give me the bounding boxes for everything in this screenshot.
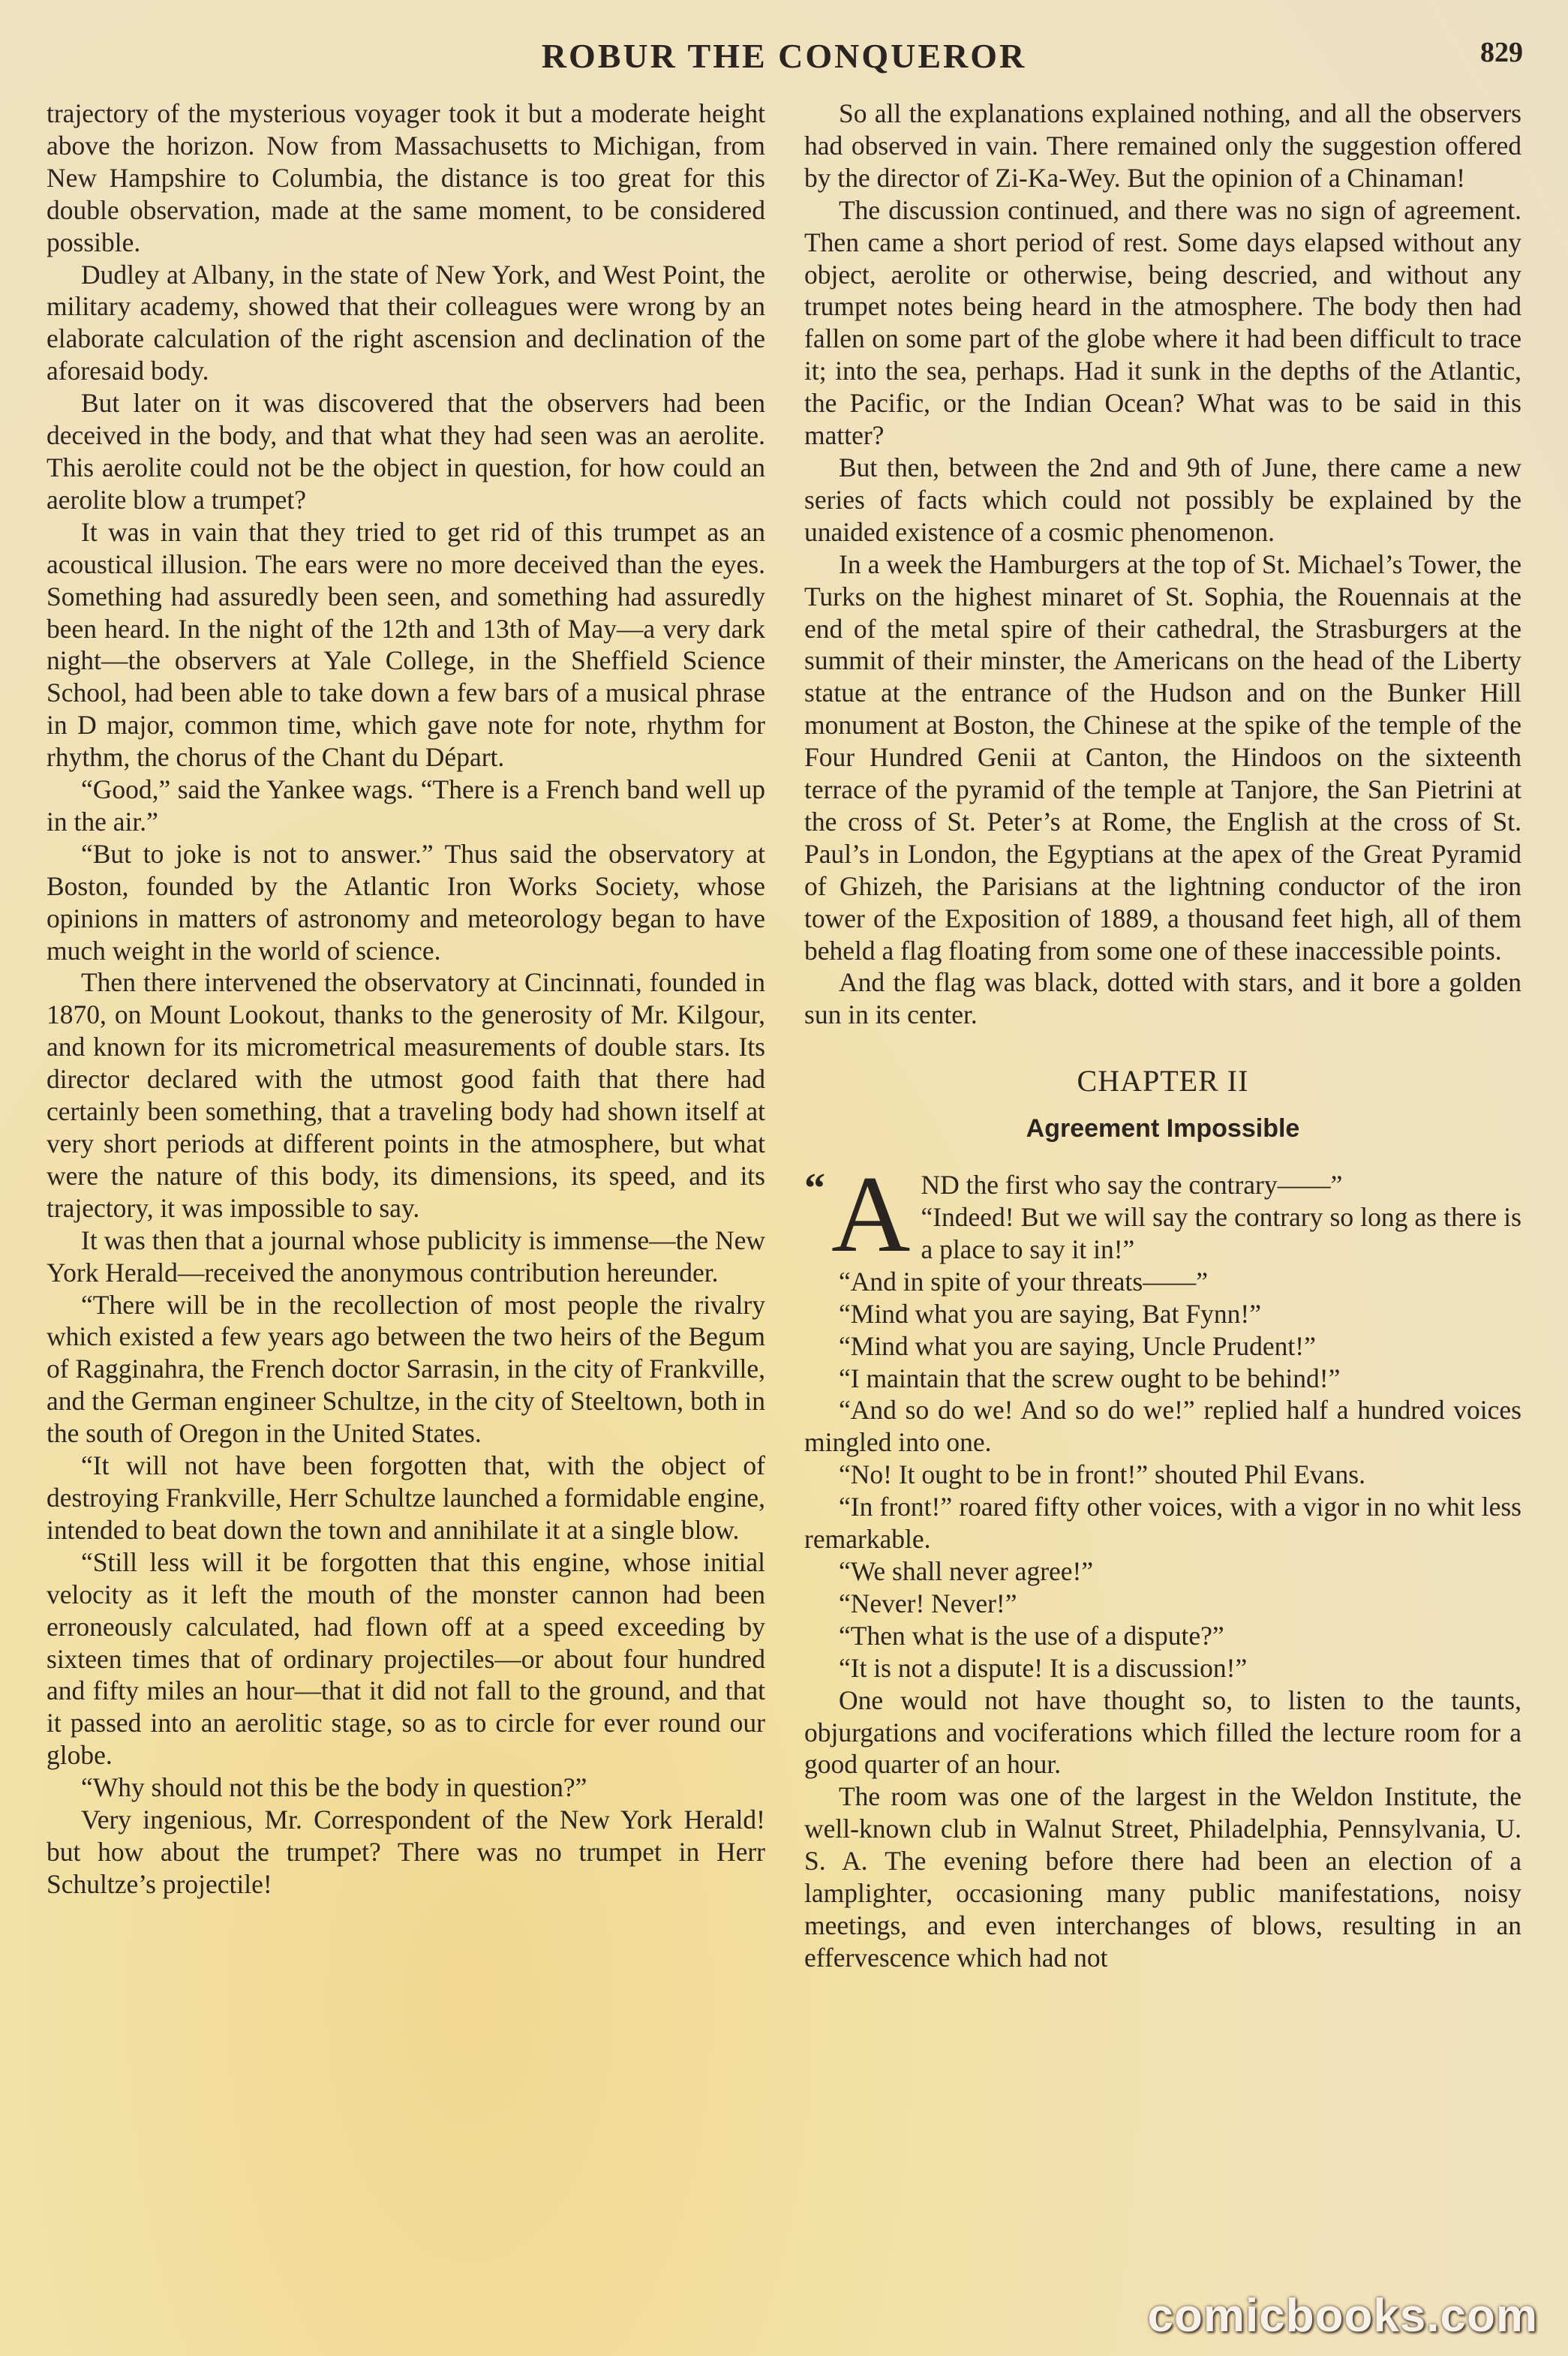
paragraph: “Why should not this be the body in question?” xyxy=(81,1772,587,1803)
paragraph: “There will be in the recollection of most people the rivalry which existed a few years ago between the two heirs of the Begum of Ragginahra, the French doctor Sarrasin, in the city of Frankville, and the German engineer Schultze, in the city of Steeltown, both in the south of Oregon in the United States. xyxy=(47,1289,765,1449)
paragraph: But later on it was discovered that the observers had been deceived in the body, and that what they had seen was an aerolite. This aerolite could not be the object in question, for how could an aerolite blow a trumpet? xyxy=(47,388,765,515)
opening-quote-mark: “ xyxy=(804,1165,825,1213)
opening-text: ND the first who say the contrary——” xyxy=(921,1170,1343,1201)
paragraph: But then, between the 2nd and 9th of June, there came a new series of facts which could not possibly be explained by the unaided existence of a cosmic phenomenon. xyxy=(804,452,1521,547)
paragraph: Very ingenious, Mr. Correspondent of the New York Herald! but how about the trumpet? There was no trumpet in Herr Schultze’s projectile! xyxy=(47,1805,765,1899)
paragraph: It was then that a journal whose publicity is immense—the New York Herald—received the anonymous contribution hereunder. xyxy=(47,1225,765,1288)
paragraph: Then there intervened the observatory at Cincinnati, founded in 1870, on Mount Lookout, thanks to the generosity of Mr. Kilgour, and known for its micrometrical measurements of double stars. Its director declared with the utmost good faith that there had certainly been something, that a traveling body had shown itself at very short periods at different points in the atmosphere, but what were the nature of this body, its dimensions, its speed, and its trajectory, it was impossible to say. xyxy=(47,967,765,1223)
paragraph: One would not have thought so, to listen to the taunts, objurgations and vociferations which filled the lecture room for a good quarter of an hour. xyxy=(804,1684,1521,1780)
site-watermark: comicbooks.com xyxy=(1147,2290,1538,2342)
paragraph: Dudley at Albany, in the state of New York, and West Point, the military academy, showed that their colleagues were wrong by an elaborate calculation of the right ascension and declination of the aforesaid body. xyxy=(47,259,765,386)
paragraph: “It will not have been forgotten that, with the object of destroying Frankville, Herr Schultze launched a formidable engine, intended to beat down the town and annihilate it at a single blow. xyxy=(47,1450,765,1545)
chapter-subtitle: Agreement Impossible xyxy=(1026,1114,1300,1143)
running-title: ROBUR THE CONQUEROR xyxy=(541,37,1027,75)
paragraph: “Still less will it be forgotten that this engine, whose initial velocity as it left the mouth of the monster cannon had been erroneously calculated, had flown off at a speed exceeding by sixteen times that of ordinary projectiles—or about four hundred and fifty miles an hour—that it did not fall to the ground, and that it passed into an aerolitic stage, so as to circle for ever round our globe. xyxy=(47,1546,765,1771)
paragraph: “And so do we! And so do we!” replied half a hundred voices mingled into one. xyxy=(804,1395,1521,1458)
paragraph: “But to joke is not to answer.” Thus said the observatory at Boston, founded by the Atlantic Iron Works Society, whose opinions in matters of astronomy and meteorology began to have much weight in the world of science. xyxy=(47,838,765,966)
paragraph: “We shall never agree!” xyxy=(839,1555,1094,1586)
paragraph: “Mind what you are saying, Uncle Prudent!” xyxy=(839,1330,1316,1361)
paragraph: “And in spite of your threats——” xyxy=(839,1266,1208,1297)
paragraph: “Never! Never!” xyxy=(839,1588,1017,1618)
paragraph: “Then what is the use of a dispute?” xyxy=(839,1620,1224,1651)
paragraph: And the flag was black, dotted with stars, and it bore a golden sun in its center. xyxy=(804,967,1521,1030)
paragraph: “In front!” roared fifty other voices, with a vigor in no whit less remarkable. xyxy=(804,1492,1521,1555)
page-header xyxy=(0,36,1568,89)
chapter-opening-paragraph xyxy=(804,1153,1521,1276)
paragraph: “It is not a dispute! It is a discussion!” xyxy=(839,1652,1248,1683)
paragraph: It was in vain that they tried to get rid of this trumpet as an acoustical illusion. The ears were no more deceived than the eyes. Something had assuredly been seen, and something had assuredly been heard. In the night of the 12th and 13th of May—a very dark night—the observers at Yale College, in the Sheffield Science School, had been able to take down a few bars of a musical phrase in D major, common time, which gave note for note, rhythm for rhythm, the chorus of the Chant du Départ. xyxy=(47,516,765,773)
chapter-title: CHAPTER II xyxy=(1077,1064,1249,1098)
left-column xyxy=(47,98,765,1901)
paragraph: trajectory of the mysterious voyager took it but a moderate height above the horizon. Now from Massachusetts to Michigan, from New Hampshire to Columbia, the distance is too great for this double observation, made at the same moment, to be considered possible. xyxy=(47,98,765,257)
page-number: 829 xyxy=(1480,37,1523,68)
opening-text-continued: “Indeed! But we will say the contrary so long as there is a place to say it in!” xyxy=(921,1202,1521,1264)
paragraph: The discussion continued, and there was no sign of agreement. Then came a short period of rest. Some days elapsed without any object, aerolite or otherwise, being descried, and without any trumpet notes being heard in the atmosphere. The body then had fallen on some part of the globe where it had been difficult to trace it; into the sea, perhaps. Had it sunk in the depths of the Atlantic, the Pacific, or the Indian Ocean? What was to be said in this matter? xyxy=(804,194,1521,451)
paragraph: “Good,” said the Yankee wags. “There is a French band well up in the air.” xyxy=(47,774,765,837)
right-column xyxy=(804,98,1521,1974)
paragraph: “No! It ought to be in front!” shouted Phil Evans. xyxy=(839,1459,1365,1490)
paragraph: So all the explanations explained nothing, and all the observers had observed in vain. There remained only the suggestion offered by the director of Zi-Ka-Wey. But the opinion of a Chinaman! xyxy=(804,98,1521,193)
paragraph: “I maintain that the screw ought to be behind!” xyxy=(839,1363,1341,1393)
drop-cap: A xyxy=(831,1153,911,1276)
paragraph: In a week the Hamburgers at the top of St. Michael’s Tower, the Turks on the highest minaret of St. Sophia, the Rouennais at the end of the metal spire of their cathedral, the Strasburgers at the summit of their minster, the Americans on the head of the Liberty statue at the entrance of the Hudson and on the Bunker Hill monument at Boston, the Chinese at the spike of the temple of the Four Hundred Genii at Canton, the Hindoos on the sixteenth terrace of the pyramid of the temple at Tanjore, the San Pietrini at the cross of St. Peter’s at Rome, the English at the cross of St. Paul’s in London, the Egyptians at the apex of the Great Pyramid of Ghizeh, the Parisians at the lightning conductor of the iron tower of the Exposition of 1889, a thousand feet high, all of them beheld a flag floating from some one of these inaccessible points. xyxy=(804,548,1521,966)
paragraph: The room was one of the largest in the Weldon Institute, the well-known club in Walnut Street, Philadelphia, Pennsylvania, U. S. A. The evening before there had been an election of a lamplighter, occasioning many public manifestations, noisy meetings, and even interchanges of blows, resulting in an effervescence which had not xyxy=(804,1781,1521,1973)
paragraph: “Mind what you are saying, Bat Fynn!” xyxy=(839,1298,1261,1329)
